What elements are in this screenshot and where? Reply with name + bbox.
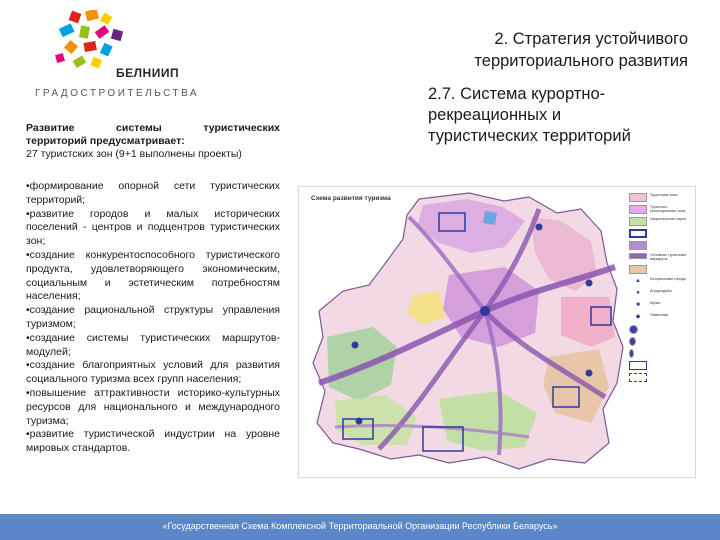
legend-swatch: ■ — [629, 301, 647, 310]
legend-swatch — [629, 349, 634, 358]
tourism-map — [298, 186, 696, 478]
legend-item — [629, 349, 693, 358]
list-item: •создание системы туристических маршрутов-модулей; — [26, 331, 280, 358]
subtitle-line-3: туристических территорий — [428, 127, 631, 145]
legend-item — [629, 193, 693, 202]
intro-block — [26, 122, 280, 161]
list-item: •создание благоприятных условий для развития социального туризма всех групп населения; — [26, 359, 280, 386]
legend-swatch: ● — [629, 289, 647, 298]
city-marker — [536, 224, 543, 231]
subtitle-line-1: 2.7. Система курортно- — [428, 85, 606, 103]
legend-text: Памятники — [650, 312, 669, 317]
legend-swatch — [629, 373, 647, 382]
legend-item — [629, 277, 693, 286]
legend-text: Туристско-рекреационные зоны — [650, 205, 686, 214]
legend-item — [629, 373, 693, 382]
legend-swatch — [629, 241, 647, 250]
legend-item — [629, 289, 693, 298]
legend-item — [629, 301, 693, 310]
legend-item — [629, 205, 693, 214]
intro-heading-line-2: территорий предусматривает: — [26, 135, 185, 147]
legend-text: Агроусадьбы — [650, 288, 672, 293]
section-subtitle — [428, 84, 698, 147]
legend-swatch — [629, 325, 638, 334]
legend-swatch — [629, 229, 647, 238]
list-item: •формирование опорной сети туристических территорий; — [26, 180, 280, 206]
legend-swatch — [629, 265, 647, 274]
list-item: •развитие городов и малых исторических поселений - центров и подцентров туристических зон; — [26, 207, 280, 248]
logo-name: БЕЛНИИП — [116, 66, 180, 80]
city-marker — [586, 280, 593, 287]
legend-item — [629, 217, 693, 226]
legend-text: Музеи — [650, 300, 661, 305]
logo-subtitle: ГРАДОСТРОИТЕЛЬСТВА — [35, 88, 200, 99]
zone-blue-lakes — [483, 211, 497, 225]
legend-swatch: ▲ — [629, 277, 647, 286]
page-title — [380, 28, 688, 72]
legend-item — [629, 241, 693, 250]
legend-swatch — [629, 193, 647, 202]
measures-list — [26, 180, 280, 456]
legend-text: Исторические города — [650, 276, 686, 281]
company-logo — [30, 10, 200, 105]
subtitle-line-2: рекреационных и — [428, 106, 562, 124]
legend-item — [629, 337, 693, 346]
list-item: •создание рациональной структуры управления туризмом; — [26, 304, 280, 330]
city-marker — [356, 418, 363, 425]
legend-item — [629, 313, 693, 322]
footer-bar — [0, 514, 720, 540]
list-item: •создание конкурентоспособного туристического продукта, удовлетворяющего экономическим, социальным и эстетическим потребностям населения; — [26, 248, 280, 303]
legend-text: Национальные парки — [650, 217, 686, 221]
title-line-1: 2. Стратегия устойчивого — [494, 30, 688, 48]
legend-item — [629, 265, 693, 274]
legend-swatch — [629, 253, 647, 259]
intro-heading-line-1: Развитие системы туристических — [26, 122, 280, 134]
title-line-2: территориального развития — [474, 52, 688, 70]
legend-item — [629, 361, 693, 370]
legend-text: Туристские зоны — [650, 193, 678, 197]
legend-swatch — [629, 205, 647, 214]
intro-text: 27 туристских зон (9+1 выполнены проекты) — [26, 148, 242, 160]
legend-swatch — [629, 361, 647, 370]
city-marker — [352, 342, 359, 349]
legend-swatch — [629, 337, 636, 346]
legend-swatch: ◆ — [629, 313, 647, 322]
map-label: Схема развития туризма — [311, 195, 391, 202]
legend-item — [629, 325, 693, 334]
list-item: •повышение аттрактивности историко-культурных ресурсов для национального и международного туризма; — [26, 386, 280, 427]
footer-text: «Государственная Схема Комплексной Территориальной Организации Республики Беларусь» — [162, 521, 558, 531]
legend-text: Основные туристские маршруты — [650, 253, 687, 262]
city-marker — [480, 306, 490, 316]
legend-item — [629, 253, 693, 262]
legend-swatch — [629, 217, 647, 226]
map-legend — [629, 193, 693, 385]
list-item: •развитие туристической индустрии на уровне мировых стандартов. — [26, 428, 280, 455]
legend-item — [629, 229, 693, 238]
city-marker — [586, 370, 593, 377]
